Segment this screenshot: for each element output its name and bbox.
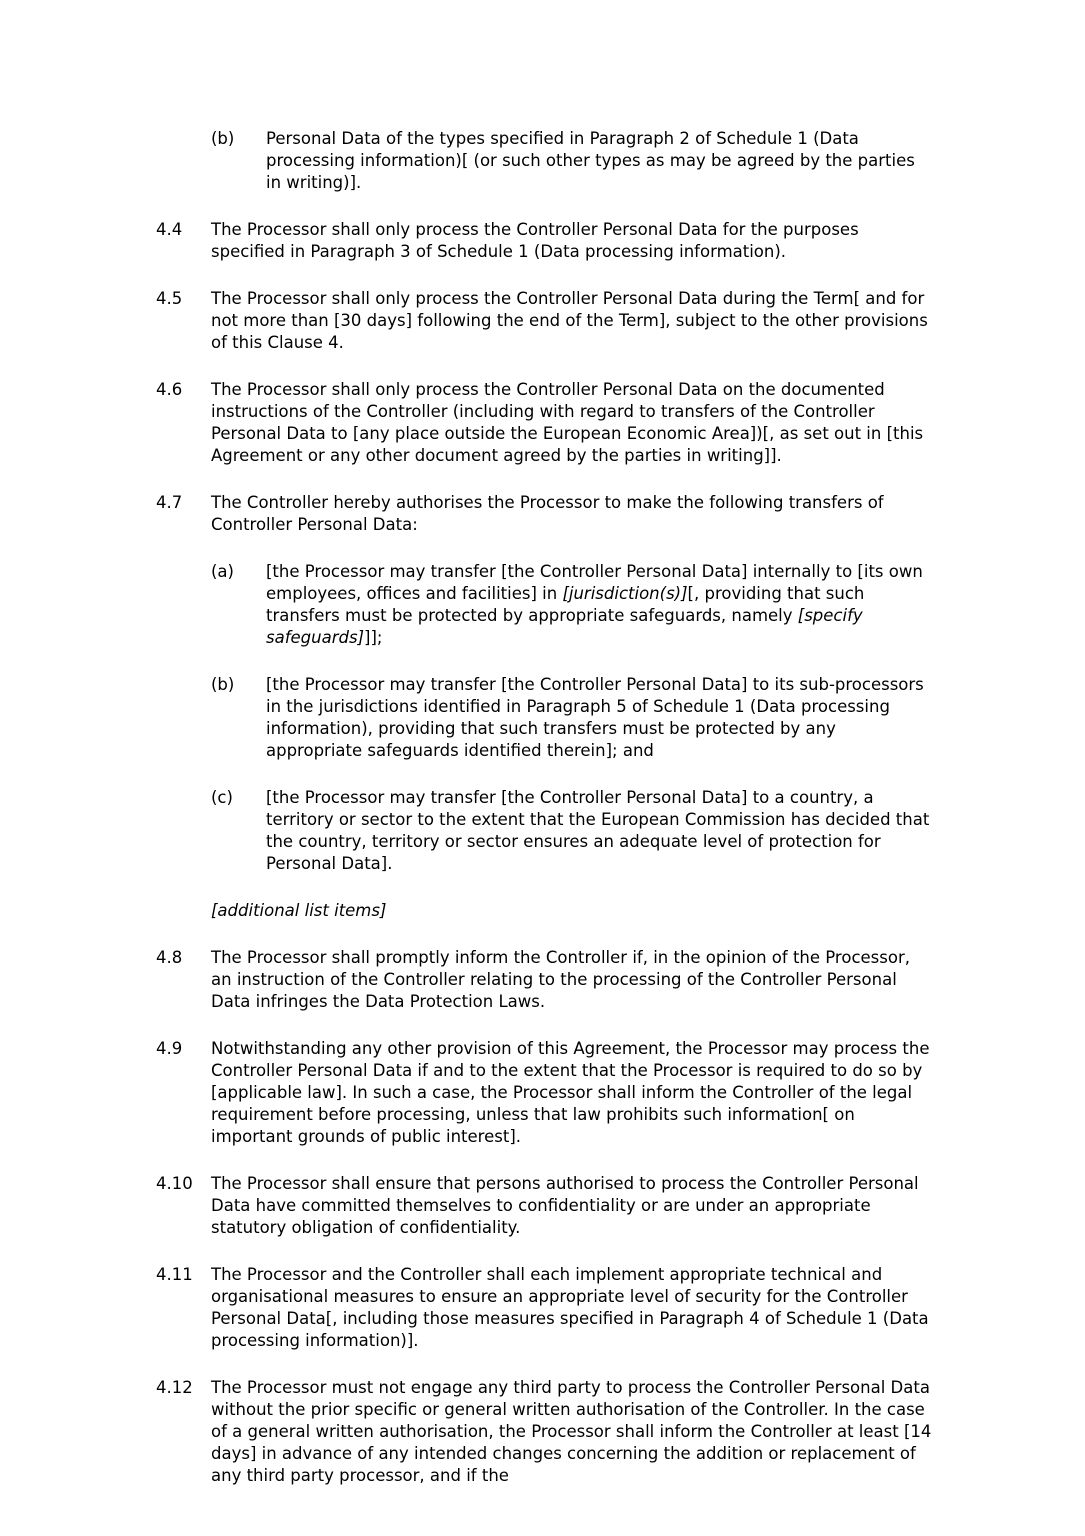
list-item-marker: (b) bbox=[211, 129, 235, 148]
clause-number: 4.6 bbox=[156, 380, 183, 399]
clause-text: The Controller hereby authorises the Processor to make the following transfers of Controller Personal Data: bbox=[211, 493, 884, 534]
list-item-marker: (c) bbox=[211, 788, 233, 807]
clause-4-10 bbox=[156, 1173, 932, 1239]
document-content bbox=[156, 128, 932, 1487]
note-text: [additional list items] bbox=[211, 901, 387, 920]
clause-4-7 bbox=[156, 492, 932, 536]
clause-number: 4.5 bbox=[156, 289, 183, 308]
clause-text: The Processor and the Controller shall each implement appropriate technical and organisational measures to ensure an appropriate level of security for the Controller Personal Data[, including those measures specified in Paragraph 4 of Schedule 1 (Data processing information)]. bbox=[211, 1265, 929, 1350]
list-item-text: [the Processor may transfer [the Controller Personal Data] to its sub-processors in the jurisdictions identified in Paragraph 5 of Schedule 1 (Data processing information), providing that such transfers must be protected by any appropriate safeguards identified therein]; and bbox=[266, 675, 924, 760]
clause-4-12 bbox=[156, 1377, 932, 1487]
clause-text: The Processor must not engage any third party to process the Controller Personal Data without the prior specific or general written authorisation of the Controller. In the case of a general written authorisation, the Processor shall inform the Controller at least [14 days] in advance of any intended changes concerning the addition or replacement of any third party processor, and if the bbox=[211, 1378, 932, 1485]
clause-text: The Processor shall promptly inform the Controller if, in the opinion of the Processor, an instruction of the Controller relating to the processing of the Controller Personal Data infringes the Data Protection Laws. bbox=[211, 948, 910, 1011]
clause-number: 4.9 bbox=[156, 1039, 183, 1058]
clause-text: The Processor shall only process the Controller Personal Data during the Term[ and for not more than [30 days] following the end of the Term], subject to the other provisions of this Clause 4. bbox=[211, 289, 928, 352]
list-item-marker: (a) bbox=[211, 562, 234, 581]
list-item-text: Personal Data of the types specified in Paragraph 2 of Schedule 1 (Data processing information)[ (or such other types as may be agreed by the parties in writing)]. bbox=[266, 129, 915, 192]
clause-4-8 bbox=[156, 947, 932, 1013]
list-item-b-transfers bbox=[156, 674, 932, 762]
clause-4-4 bbox=[156, 219, 932, 263]
clause-4-5 bbox=[156, 288, 932, 354]
list-item-c-transfers bbox=[156, 787, 932, 875]
clause-number: 4.11 bbox=[156, 1265, 193, 1284]
clause-number: 4.4 bbox=[156, 220, 183, 239]
clause-number: 4.7 bbox=[156, 493, 183, 512]
clause-text: The Processor shall only process the Controller Personal Data on the documented instructions of the Controller (including with regard to transfers of the Controller Personal Data to [any place outside the European Economic Area])[, as set out in [this Agreement or any other document agreed by the parties in writing]]. bbox=[211, 380, 924, 465]
list-item-b-schedule bbox=[156, 128, 932, 194]
list-item-marker: (b) bbox=[211, 675, 235, 694]
clause-4-11 bbox=[156, 1264, 932, 1352]
list-item-text: [the Processor may transfer [the Controller Personal Data] to a country, a territory or sector to the extent that the European Commission has decided that the country, territory or sector ensures an adequate level of protection for Personal Data]. bbox=[266, 788, 930, 873]
list-item-text: [the Processor may transfer [the Controller Personal Data] internally to [its own employees, offices and facilities] in [jurisdiction(s)][, providing that such transfers must be protected by appropriate safeguards, namely [specify safeguards]]]; bbox=[266, 562, 923, 647]
clause-4-9 bbox=[156, 1038, 932, 1148]
clause-number: 4.10 bbox=[156, 1174, 193, 1193]
clause-text: The Processor shall only process the Controller Personal Data for the purposes specified in Paragraph 3 of Schedule 1 (Data processing information). bbox=[211, 220, 859, 261]
clause-text: Notwithstanding any other provision of this Agreement, the Processor may process the Controller Personal Data if and to the extent that the Processor is required to do so by [applicable law]. In such a case, the Processor shall inform the Controller of the legal requirement before processing, unless that law prohibits such information[ on important grounds of public interest]. bbox=[211, 1039, 930, 1146]
clause-number: 4.8 bbox=[156, 948, 183, 967]
list-item-a-transfers bbox=[156, 561, 932, 649]
clause-text: The Processor shall ensure that persons authorised to process the Controller Personal Data have committed themselves to confidentiality or are under an appropriate statutory obligation of confidentiality. bbox=[211, 1174, 919, 1237]
clause-4-6 bbox=[156, 379, 932, 467]
clause-number: 4.12 bbox=[156, 1378, 193, 1397]
additional-items-note bbox=[156, 900, 932, 922]
